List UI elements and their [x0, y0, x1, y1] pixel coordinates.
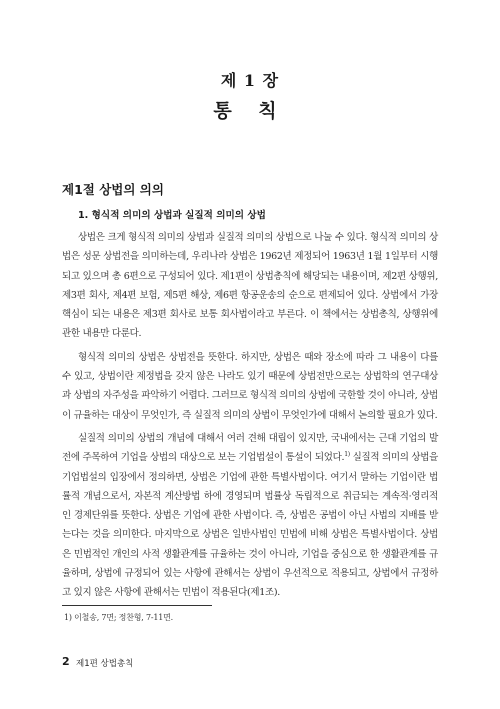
footnote-marker[interactable]: 1) [344, 451, 350, 459]
chapter-number: 제 1 장 [220, 71, 280, 90]
paragraph-2: 형식적 의미의 상법은 상법전을 뜻한다. 하지만, 상법은 때와 장소에 따라 그 내용이 다를 수 있고, 상법이란 제정법을 갖지 않은 나라도 있기 때문에 상법전만으로는 상법학의 연구대상과 상법의 자주성을 파악하기 어렵다. 그러므로 형식적 의미의 상법에 국한할 것이 아니라, 상법이 규율하는 대상이 무엇인가, 즉 실질적 의미의 상법이 무엇인가에 대해서 논의할 필요가 있다. [62, 351, 438, 421]
subsection-title: 1. 형식적 의미의 상법과 실질적 의미의 상법 [78, 210, 266, 221]
page-number: 2 [62, 655, 70, 668]
paragraph-3 [62, 429, 438, 603]
paragraph-3-continued: 실질적 의미의 상법을 기업법설의 입장에서 정의하면, 상법은 기업에 관한 특별사법이다. 여기서 말하는 기업이란 법률적 개념으로서, 자본적 계산방법 하에 경영되며 법률상 독립적으로 취급되는 계속적·영리적인 경제단위를 뜻한다. 상법은 기업에 관한 사법이다. 즉, 상법은 공법이 아닌 사법의 지배를 받는다는 것을 의미한다. 마지막으로 상법은 일반사법인 민법에 비해 상법은 특별사법이다. 상법은 민법적인 개인의 사적 생활관계를 규율하는 것이 아니라, 기업을 중심으로 한 생활관계를 규율하며, 상법에 규정되어 있는 사항에 관해서는 상법이 우선적으로 적용되고, 상법에서 규정하고 있지 않은 사항에 관해서는 민법이 적용된다(제1조). [62, 452, 438, 599]
footnote-divider [62, 605, 212, 606]
chapter-title: 통 칙 [213, 100, 287, 122]
footnote: 1) 이철송, 7면; 정찬형, 7-11면. [64, 613, 173, 622]
paragraph-1: 상법은 크게 형식적 의미의 상법과 실질적 의미의 상법으로 나눌 수 있다. 형식적 의미의 상법은 성문 상법전을 의미하는데, 우리나라 상법은 1962년 제정되어 1963년 1월 1일부터 시행되고 있으며 총 6편으로 구성되어 있다. 제1편이 상법총칙에 해당되는 내용이며, 제2편 상행위, 제3편 회사, 제4편 보험, 제5편 해상, 제6편 항공운송의 순으로 편제되어 있다. 상법에서 가장 핵심이 되는 내용은 제3편 회사로 보통 회사법이라고 부른다. 이 책에서는 상법총칙, 상행위에 관한 내용만 다룬다. [62, 232, 438, 340]
running-head: 제1편 상법총칙 [76, 659, 134, 669]
body-text [62, 228, 438, 607]
section-title: 제1절 상법의 의의 [62, 182, 164, 197]
paragraph-3-text: 실질적 의미의 상법의 개념에 대해서 여러 견해 대립이 있지만, 국내에서는 근대 기업의 발전에 주목하여 기업을 상법의 대상으로 보는 기업법설이 통설이 되었다. [62, 432, 438, 464]
